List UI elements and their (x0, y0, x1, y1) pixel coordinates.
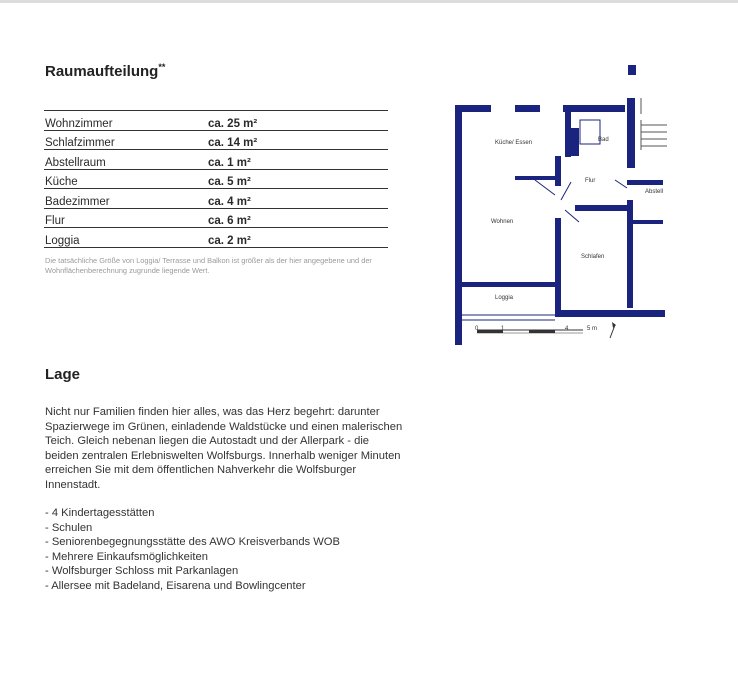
table-row (44, 130, 388, 150)
table-row (44, 189, 388, 209)
table-row (44, 111, 388, 131)
location-description: Nicht nur Familien finden hier alles, was das Herz begehrt: darunter Spazierwege im Grünen, einladende Waldstücke und einen malerischen Teich. Gleich nebenan liegen die Autostadt und der Allerpark - die beiden zentralen Erlebniswelten Wolfsburgs. Innerhalb weniger Minuten erreichen Sie mit dem öffentlichen Nahverkehr die Wolfsburger Innenstadt. (45, 406, 403, 491)
label-flur: Flur (585, 178, 596, 184)
scale-bar (475, 326, 597, 333)
list-item: - Wolfsburger Schloss mit Parkanlagen (45, 565, 239, 578)
room-name: Badezimmer (44, 189, 207, 209)
room-size: ca. 5 m² (207, 169, 388, 189)
scale-four: 4 (565, 326, 569, 332)
room-name: Schlafzimmer (44, 130, 207, 150)
room-name: Abstellraum (44, 150, 207, 170)
room-size: ca. 4 m² (207, 189, 388, 209)
list-item: - 4 Kindertagesstätten (45, 507, 155, 519)
room-name: Flur (44, 208, 207, 228)
room-size: ca. 25 m² (207, 111, 388, 131)
stair-lines (641, 98, 667, 150)
room-name: Wohnzimmer (44, 111, 207, 131)
room-name: Küche (44, 169, 207, 189)
room-name: Loggia (44, 228, 207, 248)
label-bad: Bad (598, 137, 609, 143)
floor-plan-walls (455, 65, 665, 345)
size-footnote: Die tatsächliche Größe von Loggia/ Terrasse und Balkon ist größer als der hier angegebene und der Wohnflächenberechnung zugrunde liegende Wert. (45, 256, 372, 275)
scale-zero: 0 (475, 326, 479, 332)
label-loggia: Loggia (495, 295, 514, 301)
table-row (44, 228, 388, 248)
list-item: - Seniorenbegegnungsstätte des AWO Kreisverbands WOB (45, 536, 340, 549)
section-title-lage: Lage (45, 366, 81, 383)
list-item: - Schulen (45, 521, 93, 534)
table-row (44, 208, 388, 228)
north-arrow-icon (610, 322, 616, 338)
room-size: ca. 14 m² (207, 130, 388, 150)
section-title-raumaufteilung: Raumaufteilung** (45, 62, 166, 80)
list-item: - Allersee mit Badeland, Eisarena und Bowlingcenter (45, 579, 306, 592)
floor-plan (455, 60, 667, 345)
label-wohnen: Wohnen (491, 219, 514, 225)
table-row (44, 169, 388, 189)
floor-plan-lines (462, 120, 627, 320)
table-row (44, 150, 388, 170)
scale-five: 5 m (587, 326, 598, 332)
list-item: - Mehrere Einkaufsmöglichkeiten (45, 550, 208, 563)
room-size: ca. 1 m² (207, 150, 388, 170)
amenities-list (45, 506, 340, 594)
room-size: ca. 6 m² (207, 208, 388, 228)
top-divider (0, 0, 738, 3)
label-kueche: Küche/ Essen (495, 140, 533, 146)
room-size: ca. 2 m² (207, 228, 388, 248)
scale-one: 1 (501, 326, 505, 332)
room-table (44, 110, 388, 248)
label-schlafen: Schlafen (581, 254, 605, 260)
label-abstell: Abstell (645, 189, 664, 195)
